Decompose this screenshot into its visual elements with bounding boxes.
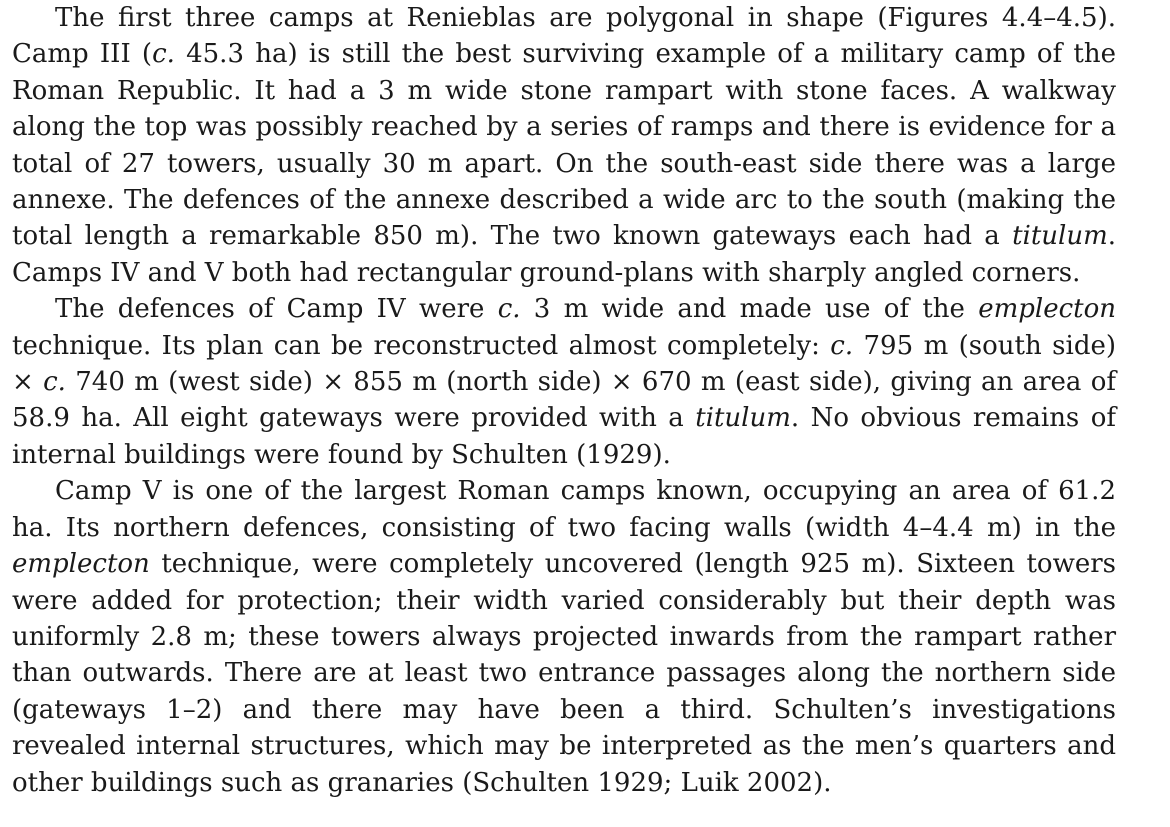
italic-text: emplecton <box>978 294 1116 325</box>
paragraph-camp-v <box>12 473 1116 801</box>
italic-text: c. <box>497 294 521 325</box>
body-text: technique, were completely uncovered (length 925 m). Sixteen towers were added for protection; their width varied considerably but their depth was uniformly 2.8 m; these towers always projected inwards from the rampart rather than outwards. There are at least two entrance passages along the northern side (gateways 1–2) and there may have been a third. Schulten’s investigations revealed internal structures, which may be interpreted as the men’s quarters and other buildings such as granaries (Schulten 1929; Luik 2002). <box>12 549 1116 798</box>
italic-text: titulum <box>695 403 791 434</box>
body-text: technique. Its plan can be reconstructed almost completely: <box>12 330 831 361</box>
body-text: 795 m (south side) × <box>12 330 1116 398</box>
body-text: 45.3 ha) is still the best surviving example of a military camp of the Roman Republic. It had a 3 m wide stone rampart with stone faces. A walkway along the top was possibly reached by a series of ramps and there is evidence for a total of 27 towers, usually 30 m apart. On the south-east side there was a large annexe. The defences of the annexe described a wide arc to the south (making the total length a remarkable 850 m). The two known gateways each had a <box>12 39 1116 252</box>
italic-text: c. <box>43 367 66 398</box>
italic-text: emplecton <box>12 549 150 580</box>
italic-text: c. <box>830 330 854 361</box>
body-text: 3 m wide and made use of the <box>520 294 979 325</box>
body-text: Camp V is one of the largest Roman camps known, occupying an area of 61.2 ha. Its northern defences, consisting of two facing walls (width 4–4.4 m) in the <box>12 476 1116 543</box>
body-text: . No obvious remains of internal buildings were found by Schulten (1929). <box>12 403 1116 470</box>
body-text: The defences of Camp IV were <box>55 294 498 325</box>
italic-text: titulum <box>1012 221 1108 252</box>
body-text: . Camps IV and V both had rectangular ground-plans with sharply angled corners. <box>12 221 1116 288</box>
body-text: 740 m (west side) × 855 m (north side) × 670 m (east side), giving an area of 58.9 ha. All eight gateways were provided with a <box>12 367 1116 434</box>
paragraph-camps-i-iii <box>12 0 1116 291</box>
italic-text: c. <box>152 39 175 70</box>
document-page <box>12 0 1116 801</box>
paragraph-camp-iv <box>12 291 1116 473</box>
body-text: The first three camps at Renieblas are polygonal in shape (Figures 4.4–4.5). Camp III ( <box>12 3 1116 70</box>
